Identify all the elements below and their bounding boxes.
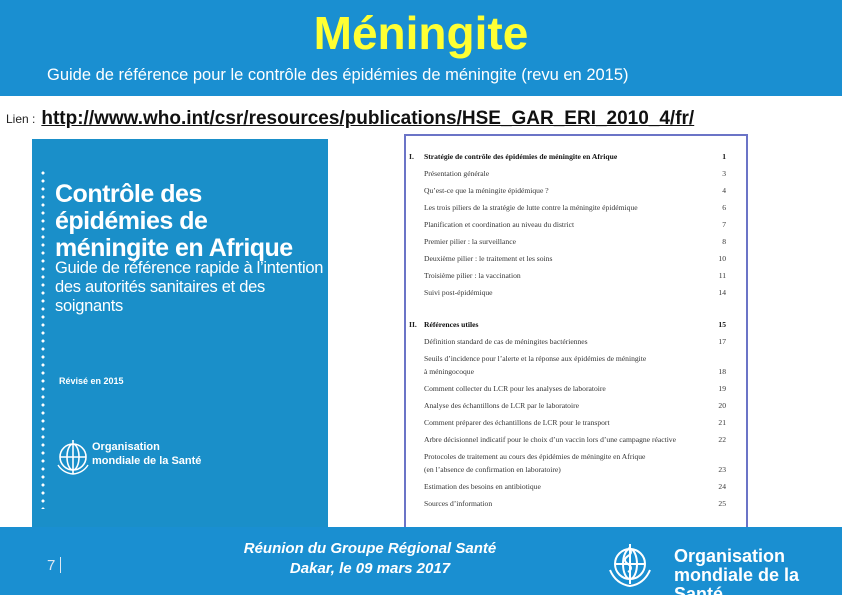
page-title: Méningite (313, 7, 529, 59)
toc-page-number: 18 (718, 367, 726, 376)
guide-cover-image (32, 139, 328, 527)
toc-entry-label: (en l’absence de confirmation en laboratoire) (424, 465, 561, 474)
toc-page-number: 25 (718, 499, 726, 508)
toc-entry-label: Arbre décisionnel indicatif pour le choix d’un vaccin lors d’une campagne réactive (424, 435, 676, 444)
toc-entry-label: Stratégie de contrôle des épidémies de méningite en Afrique (424, 152, 618, 161)
toc-entry-label: Estimation des besoins en antibiotique (424, 482, 541, 491)
toc-entry-label: Troisième pilier : la vaccination (424, 271, 521, 280)
toc-page-number: 20 (718, 401, 726, 410)
toc-entry-label: Deuxième pilier : le traitement et les soins (424, 254, 553, 263)
toc-entry-label: Seuils d’incidence pour l’alerte et la réponse aux épidémies de méningite (424, 354, 647, 363)
toc-entry-label: Suivi post-épidémique (424, 288, 493, 297)
cover-org-line2: mondiale de la Santé (92, 455, 202, 467)
toc-entry-label: Protocoles de traitement au cours des épidémies de méningite en Afrique (424, 452, 646, 461)
toc-page-number: 15 (718, 320, 726, 329)
cover-revision: Révisé en 2015 (59, 376, 124, 386)
toc-section-number: II. (409, 320, 417, 329)
toc-entry-label: Qu’est-ce que la méningite épidémique ? (424, 186, 549, 195)
toc-entry-label: Comment préparer des échantillons de LCR pour le transport (424, 418, 610, 427)
footer-banner (0, 527, 842, 604)
toc-page-number: 17 (718, 337, 726, 346)
toc-page-number: 19 (718, 384, 726, 393)
toc-entry-label: Sources d’information (424, 499, 493, 508)
slide-number-divider (60, 557, 61, 573)
toc-entry-label: Analyse des échantillons de LCR par le laboratoire (424, 401, 579, 410)
who-logo-icon (604, 540, 656, 590)
toc-entry-label: Références utiles (424, 320, 479, 329)
toc-page-number: 8 (722, 237, 726, 246)
toc-entry-label: Présentation générale (424, 169, 490, 178)
toc-entry-label: à méningocoque (424, 367, 474, 376)
toc-page-number: 14 (718, 288, 726, 297)
toc-entry-label: Les trois piliers de la stratégie de lutte contre la méningite épidémique (424, 203, 638, 212)
page-subtitle: Guide de référence pour le contrôle des épidémies de méningite (revu en 2015) (47, 66, 629, 84)
toc-page-number: 24 (718, 482, 726, 491)
who-org-line2: mondiale de la Santé (674, 565, 800, 604)
toc-entry-label: Comment collecter du LCR pour les analyses de laboratoire (424, 384, 606, 393)
slide-number: 7 (47, 557, 56, 574)
meeting-title: Réunion du Groupe Régional Santé (243, 540, 497, 557)
toc-page-number: 21 (718, 418, 726, 427)
toc-page-number: 3 (722, 169, 726, 178)
toc-entry-label: Planification et coordination au niveau du district (424, 220, 575, 229)
toc-page-number: 23 (718, 465, 726, 474)
toc-entry-label: Définition standard de cas de méningites bactériennes (424, 337, 588, 346)
cover-subtitle: Guide de référence rapide à l’intention des autorités sanitaires et des soignants (55, 259, 324, 315)
toc-page-number: 1 (722, 152, 726, 161)
cover-dot-border (40, 169, 46, 509)
cover-org-name (92, 440, 201, 468)
link-label: Lien : (6, 112, 36, 126)
toc-page-number: 11 (718, 271, 726, 280)
header-banner (0, 0, 842, 96)
table-of-contents-image (404, 134, 748, 529)
cover-org-line1: Organisation (92, 441, 160, 453)
toc-page-number: 7 (722, 220, 726, 229)
toc-page-number: 4 (722, 186, 726, 195)
toc-page-number: 22 (718, 435, 726, 444)
link-row (6, 108, 694, 130)
resource-link[interactable]: http://www.who.int/csr/resources/publications/HSE_GAR_ERI_2010_4/fr/ (41, 108, 695, 129)
toc-page-number: 10 (718, 254, 726, 263)
cover-title: Contrôle des épidémies de méningite en Afrique (55, 180, 293, 262)
who-org-name (674, 547, 842, 604)
toc-section-number: I. (409, 152, 414, 161)
meeting-info (190, 539, 550, 579)
toc-page-number: 6 (722, 203, 726, 212)
who-org-line1: Organisation (674, 546, 786, 566)
toc-entry-label: Premier pilier : la surveillance (424, 237, 516, 246)
meeting-date: Dakar, le 09 mars 2017 (289, 560, 451, 577)
